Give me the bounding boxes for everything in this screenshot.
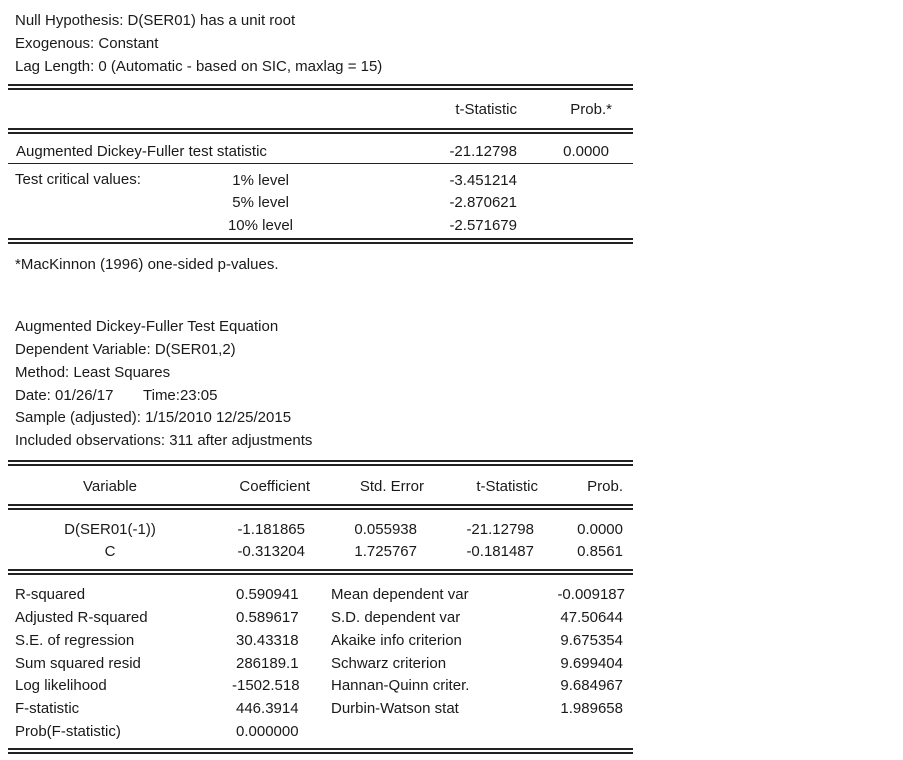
critical-values-label: Test critical values:	[15, 171, 141, 188]
stat-label: Log likelihood	[15, 677, 107, 694]
stat-label: Prob(F-statistic)	[15, 723, 121, 740]
col-header-t-statistic: t-Statistic	[476, 478, 538, 495]
stat-value: -0.009187	[557, 586, 625, 603]
stat-value: 47.50644	[560, 609, 623, 626]
dependent-variable: Dependent Variable: D(SER01,2)	[15, 341, 236, 358]
coef-t-statistic: -21.12798	[466, 521, 534, 538]
stat-label: R-squared	[15, 586, 86, 603]
col-header-t-statistic: t-Statistic	[455, 101, 517, 118]
equation-title: Augmented Dickey-Fuller Test Equation	[15, 318, 279, 335]
coef-variable: C	[104, 543, 116, 560]
stat-value: 0.589617	[236, 609, 299, 626]
null-hypothesis: Null Hypothesis: D(SER01) has a unit root	[15, 12, 296, 29]
col-header-prob: Prob.*	[570, 101, 612, 118]
stat-label: S.D. dependent var	[331, 609, 461, 626]
stat-value: 446.3914	[236, 700, 299, 717]
adf-t-statistic: -21.12798	[449, 143, 517, 160]
col-header-variable: Variable	[83, 478, 137, 495]
level-value: -3.451214	[449, 172, 517, 189]
col-header-prob: Prob.	[587, 478, 623, 495]
method: Method: Least Squares	[15, 364, 171, 381]
table-rule-double	[8, 460, 633, 466]
stat-label: Mean dependent var	[331, 586, 469, 603]
coef-prob: 0.8561	[577, 543, 623, 560]
stat-value: 0.000000	[236, 723, 299, 740]
table-rule-double	[8, 84, 633, 90]
stat-label: Akaike info criterion	[331, 632, 462, 649]
level-value: -2.571679	[449, 217, 517, 234]
coef-std-error: 0.055938	[354, 521, 417, 538]
stat-value: 0.590941	[236, 586, 299, 603]
time: Time:23:05	[143, 387, 218, 404]
table-rule-double	[8, 504, 633, 510]
stat-value: 1.989658	[560, 700, 623, 717]
stat-label: S.E. of regression	[15, 632, 135, 649]
stat-value: 9.699404	[560, 655, 623, 672]
table-rule-double	[8, 238, 633, 244]
coef-value: -1.181865	[237, 521, 305, 538]
stat-label: Sum squared resid	[15, 655, 141, 672]
level-value: -2.870621	[449, 194, 517, 211]
table-rule-double	[8, 748, 633, 754]
level-label: 10% level	[227, 217, 293, 234]
coef-std-error: 1.725767	[354, 543, 417, 560]
level-label: 5% level	[232, 194, 289, 211]
level-label: 1% level	[232, 172, 289, 189]
coef-prob: 0.0000	[577, 521, 623, 538]
included-observations: Included observations: 311 after adjustments	[15, 432, 313, 449]
sample: Sample (adjusted): 1/15/2010 12/25/2015	[15, 409, 292, 426]
stat-label: Durbin-Watson stat	[331, 700, 459, 717]
adf-statistic-label: Augmented Dickey-Fuller test statistic	[16, 143, 267, 160]
stat-label: Adjusted R-squared	[15, 609, 148, 626]
stat-value: 286189.1	[236, 655, 299, 672]
coef-value: -0.313204	[237, 543, 305, 560]
stat-label: F-statistic	[15, 700, 80, 717]
coef-variable: D(SER01(-1))	[64, 521, 156, 538]
stat-label: Schwarz criterion	[331, 655, 447, 672]
lag-length: Lag Length: 0 (Automatic - based on SIC, maxlag = 15)	[15, 58, 383, 75]
footnote: *MacKinnon (1996) one-sided p-values.	[15, 256, 279, 273]
stat-value: -1502.518	[232, 677, 300, 694]
stat-label: Hannan-Quinn criter.	[331, 677, 470, 694]
exogenous: Exogenous: Constant	[15, 35, 159, 52]
stat-value: 30.43318	[236, 632, 299, 649]
date: Date: 01/26/17	[15, 387, 114, 404]
table-rule-double	[8, 128, 633, 134]
table-rule-single	[8, 163, 633, 164]
adf-prob: 0.0000	[563, 143, 609, 160]
stat-value: 9.684967	[560, 677, 623, 694]
col-header-std-error: Std. Error	[359, 478, 424, 495]
coef-t-statistic: -0.181487	[466, 543, 534, 560]
col-header-coefficient: Coefficient	[239, 478, 310, 495]
table-rule-double	[8, 569, 633, 575]
stat-value: 9.675354	[560, 632, 623, 649]
